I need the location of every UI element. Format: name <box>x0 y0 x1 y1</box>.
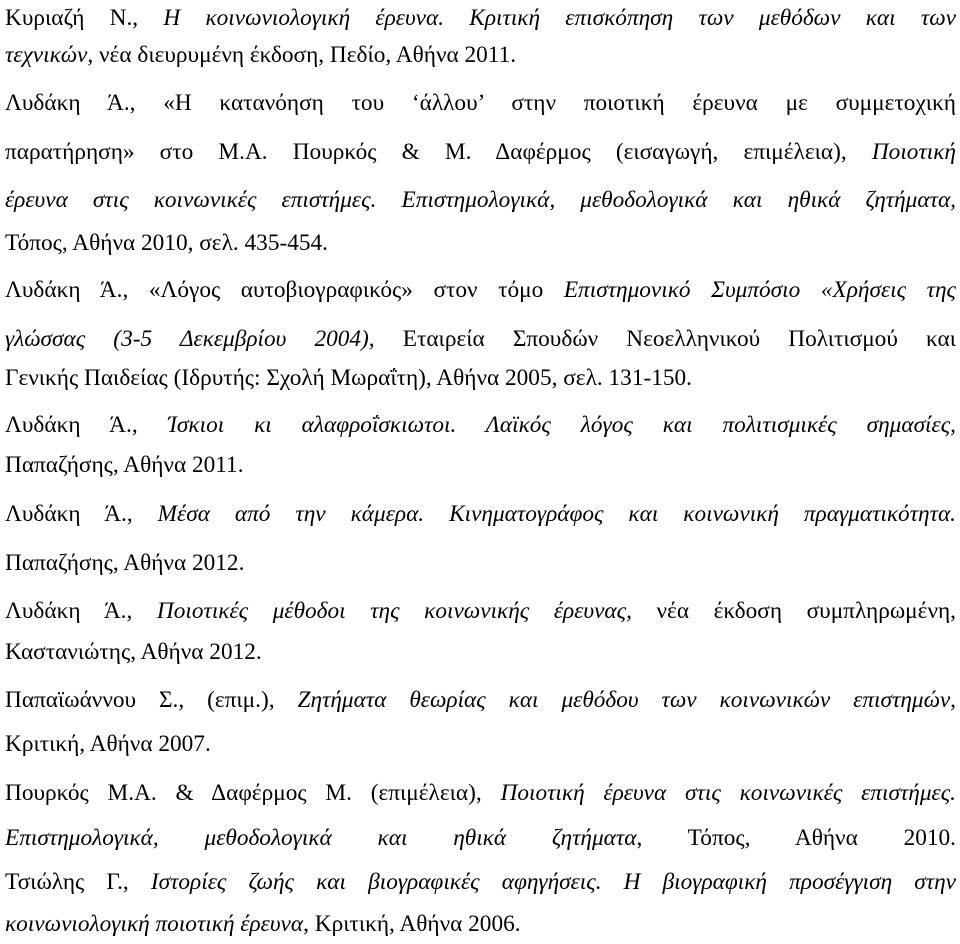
reference-text: Τσιώλης Γ., <box>5 869 151 895</box>
reference-text: παρατήρηση» στο Μ.Α. Πουρκός & Μ. Δαφέρμος (εισαγωγή, επιμέλεια), <box>5 139 872 165</box>
reference-text: Παπαϊωάννου Σ., (επιμ.), <box>5 687 298 713</box>
reference-line <box>5 223 956 263</box>
reference-text: Λυδάκη Ά., <box>5 412 168 438</box>
reference-line <box>5 591 956 631</box>
reference-line <box>5 83 956 123</box>
reference-title-text: Η κοινωνιολογική έρευνα. Κριτική επισκόπηση των μεθόδων και των <box>163 5 956 31</box>
reference-title-text: Ίσκιοι κι αλαφροΐσκιωτοι. Λαϊκός λόγος και πολιτισμικές σημασίες, <box>167 412 956 438</box>
reference-title-text: έρευνα στις κοινωνικές επιστήμες. Επιστημολογικά, μεθοδολογικά και ηθικά ζητήματα, <box>5 187 956 213</box>
reference-line <box>5 632 956 672</box>
reference-line <box>5 445 956 485</box>
reference-text: Πουρκός Μ.Α. & Δαφέρμος Μ. (επιμέλεια), <box>5 780 501 806</box>
reference-text: , Κριτική, Αθήνα 2006. <box>303 911 521 937</box>
reference-title-text: Επιστημολογικά, μεθοδολογικά και ηθικά ζητήματα <box>5 825 637 851</box>
reference-title-text: Μέσα από την κάμερα. Κινηματογράφος και κοινωνική πραγματικότητα. <box>157 501 956 527</box>
reference-title-text: Ζητήματα θεωρίας και μεθόδου των κοινωνικών επιστημών, <box>297 687 956 713</box>
reference-text: Λυδάκη Ά., <box>5 598 157 624</box>
reference-text: Εταιρεία Σπουδών Νεοελληνικού Πολιτισμού και <box>374 326 956 352</box>
reference-line <box>5 904 956 944</box>
reference-text: Κυριαζή Ν., <box>5 5 164 31</box>
reference-line <box>5 0 956 38</box>
reference-text: Καστανιώτης, Αθήνα 2012. <box>5 639 262 665</box>
reference-title-text: τεχνικών <box>5 42 88 68</box>
reference-text: Τόπος, Αθήνα 2010, σελ. 435-454. <box>5 230 329 256</box>
reference-text: , νέα διευρυμένη έκδοση, Πεδίο, Αθήνα 2011. <box>87 42 517 68</box>
reference-line <box>5 180 956 220</box>
reference-line <box>5 543 956 583</box>
reference-line <box>5 270 956 310</box>
reference-line <box>5 494 956 534</box>
reference-line <box>5 35 956 75</box>
reference-title-text: Ποιοτικές μέθοδοι της κοινωνικής έρευνας, <box>156 598 632 624</box>
reference-title-text: Επιστημονικό Συμπόσιο «Χρήσεις της <box>563 277 956 303</box>
reference-title-text: Ποιοτική <box>871 139 956 165</box>
reference-text: νέα έκδοση συμπληρωμένη, <box>631 598 956 624</box>
reference-line <box>5 818 956 858</box>
reference-line <box>5 405 956 445</box>
reference-line <box>5 132 956 172</box>
reference-line <box>5 862 956 902</box>
reference-text: Παπαζήσης, Αθήνα 2012. <box>5 550 245 576</box>
reference-line <box>5 680 956 720</box>
reference-title-text: κοινωνιολογική ποιοτική έρευνα <box>5 911 304 937</box>
reference-text: Παπαζήσης, Αθήνα 2011. <box>5 452 244 478</box>
reference-line <box>5 724 956 764</box>
reference-text: , Τόπος, Αθήνα 2010. <box>636 825 956 851</box>
reference-text: Κριτική, Αθήνα 2007. <box>5 731 211 757</box>
reference-line <box>5 319 956 359</box>
reference-text: Λυδάκη Ά., <box>5 501 158 527</box>
reference-line <box>5 773 956 813</box>
reference-text: Γενικής Παιδείας (Ιδρυτής: Σχολή Μωραΐτη), Αθήνα 2005, σελ. 131-150. <box>5 365 693 391</box>
reference-text: Λυδάκη Ά., «Λόγος αυτοβιογραφικός» στον τόμο <box>5 277 564 303</box>
reference-title-text: Ιστορίες ζωής και βιογραφικές αφηγήσεις. Η βιογραφική προσέγγιση στην <box>150 869 956 895</box>
reference-line <box>5 358 956 398</box>
reference-title-text: Ποιοτική έρευνα στις κοινωνικές επιστήμες. <box>500 780 956 806</box>
reference-title-text: γλώσσας (3-5 Δεκεμβρίου 2004), <box>5 326 375 352</box>
reference-text: Λυδάκη Ά., «Η κατανόηση του ‘άλλου’ στην ποιοτική έρευνα με συμμετοχική <box>5 90 956 116</box>
